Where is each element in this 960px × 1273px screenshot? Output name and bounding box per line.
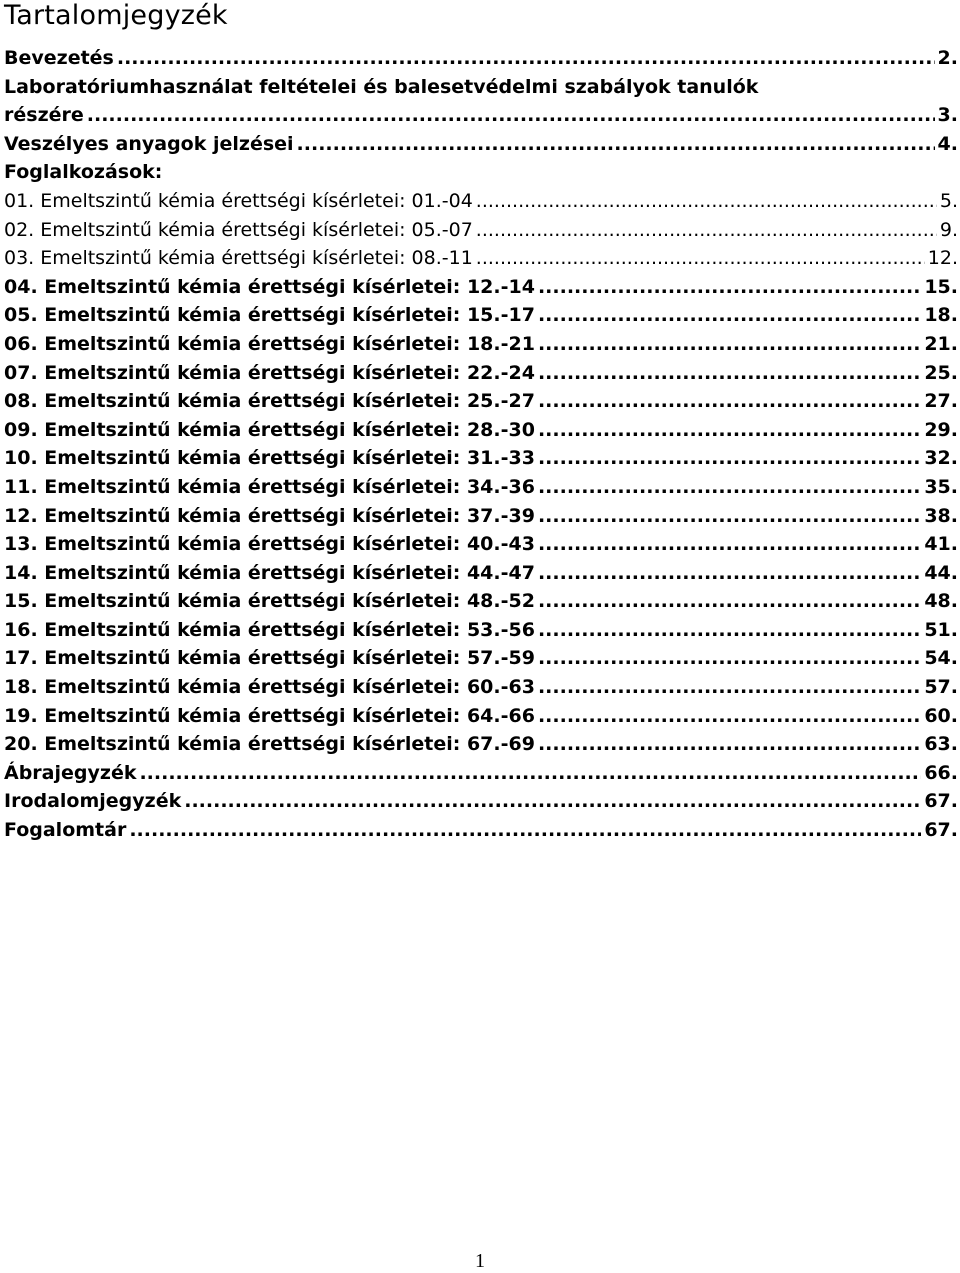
toc-entry-laboratorium-line1[interactable]: [4, 73, 958, 102]
toc-entry-foglalkozas-02[interactable]: [4, 216, 958, 245]
toc-leader-dots: [538, 530, 921, 559]
toc-entry-page: 67.: [924, 790, 958, 813]
toc-entry-page: 32.: [924, 447, 958, 470]
toc-entry-label: Fogalomtár: [4, 819, 127, 842]
toc-entry-foglalkozas-14[interactable]: [4, 559, 958, 588]
toc-entry-foglalkozas-16[interactable]: [4, 616, 958, 645]
toc-entry-label: 01. Emeltszintű kémia érettségi kísérletei: 01.-04: [4, 189, 473, 212]
toc-entry-label: 03. Emeltszintű kémia érettségi kísérletei: 08.-11: [4, 247, 473, 270]
toc-leader-dots: [184, 787, 921, 816]
toc-entry-label: 13. Emeltszintű kémia érettségi kísérletei: 40.-43: [4, 533, 535, 556]
toc-entry-label: 16. Emeltszintű kémia érettségi kísérletei: 53.-56: [4, 618, 535, 641]
toc-leader-dots: [538, 502, 921, 531]
toc-entry-label: Ábrajegyzék: [4, 761, 137, 784]
toc-leader-dots: [538, 644, 921, 673]
toc-entry-label: Irodalomjegyzék: [4, 790, 182, 813]
toc-entry-label: Veszélyes anyagok jelzései: [4, 132, 294, 155]
toc-entry-foglalkozasok: [4, 158, 958, 187]
toc-leader-dots: [476, 216, 937, 245]
toc-entry-label: 04. Emeltszintű kémia érettségi kísérletei: 12.-14: [4, 275, 535, 298]
toc-entry-label: 14. Emeltszintű kémia érettségi kísérletei: 44.-47: [4, 561, 535, 584]
toc-leader-dots: [538, 673, 921, 702]
toc-entry-foglalkozas-17[interactable]: [4, 644, 958, 673]
toc-entry-label: 19. Emeltszintű kémia érettségi kísérletei: 64.-66: [4, 704, 535, 727]
toc-entry-laboratorium[interactable]: [4, 101, 958, 130]
toc-entry-page: 63.: [924, 733, 958, 756]
toc-leader-dots: [538, 330, 921, 359]
toc-entry-page: 5.: [939, 189, 958, 212]
toc-leader-dots: [538, 559, 921, 588]
toc-entry-page: 15.: [924, 275, 958, 298]
toc-entry-foglalkozas-10[interactable]: [4, 444, 958, 473]
toc-entry-page: 3.: [937, 104, 958, 127]
toc-entry-foglalkozas-09[interactable]: [4, 416, 958, 445]
toc-entry-page: 48.: [924, 590, 958, 613]
toc-entry-page: 35.: [924, 475, 958, 498]
toc-entry-page: 66.: [924, 761, 958, 784]
toc-entry-label: 07. Emeltszintű kémia érettségi kísérletei: 22.-24: [4, 361, 535, 384]
toc-leader-dots: [538, 587, 921, 616]
toc-entry-label: 20. Emeltszintű kémia érettségi kísérletei: 67.-69: [4, 733, 535, 756]
toc-entry-label: 15. Emeltszintű kémia érettségi kísérletei: 48.-52: [4, 590, 535, 613]
toc-section-heading: Foglalkozások:: [4, 161, 163, 184]
toc-entry-abrajegyzek[interactable]: [4, 759, 958, 788]
toc-entry-label: 18. Emeltszintű kémia érettségi kísérletei: 60.-63: [4, 676, 535, 699]
toc-leader-dots: [139, 759, 921, 788]
page-number: 1: [475, 1250, 485, 1272]
toc-entry-foglalkozas-05[interactable]: [4, 301, 958, 330]
toc-entry-page: 44.: [924, 561, 958, 584]
toc-leader-dots: [538, 416, 921, 445]
toc-entry-label: 08. Emeltszintű kémia érettségi kísérletei: 25.-27: [4, 390, 535, 413]
toc-entry-label: 12. Emeltszintű kémia érettségi kísérletei: 37.-39: [4, 504, 535, 527]
toc-entry-foglalkozas-18[interactable]: [4, 673, 958, 702]
toc-entry-label: 10. Emeltszintű kémia érettségi kísérletei: 31.-33: [4, 447, 535, 470]
toc-leader-dots: [117, 44, 935, 73]
table-of-contents: [4, 44, 958, 845]
toc-leader-dots: [297, 130, 935, 159]
toc-entry-irodalomjegyzek[interactable]: [4, 787, 958, 816]
toc-entry-page: 9.: [939, 218, 958, 241]
toc-entry-page: 57.: [924, 676, 958, 699]
toc-leader-dots: [538, 444, 921, 473]
toc-entry-label: 05. Emeltszintű kémia érettségi kísérletei: 15.-17: [4, 304, 535, 327]
toc-entry-page: 18.: [924, 304, 958, 327]
toc-entry-page: 41.: [924, 533, 958, 556]
toc-entry-label: részére: [4, 104, 84, 127]
toc-entry-foglalkozas-01[interactable]: [4, 187, 958, 216]
toc-entry-page: 54.: [924, 647, 958, 670]
toc-leader-dots: [538, 301, 921, 330]
toc-leader-dots: [538, 387, 921, 416]
toc-entry-foglalkozas-06[interactable]: [4, 330, 958, 359]
toc-entry-foglalkozas-11[interactable]: [4, 473, 958, 502]
toc-entry-page: 67.: [924, 819, 958, 842]
toc-entry-page: 4.: [937, 132, 958, 155]
toc-entry-foglalkozas-13[interactable]: [4, 530, 958, 559]
toc-entry-foglalkozas-19[interactable]: [4, 702, 958, 731]
page-title: Tartalomjegyzék: [4, 0, 228, 31]
toc-entry-page: 2.: [937, 47, 958, 69]
toc-leader-dots: [87, 101, 935, 130]
toc-leader-dots: [538, 616, 921, 645]
toc-leader-dots: [538, 473, 921, 502]
toc-entry-veszelyes-anyagok[interactable]: [4, 130, 958, 159]
toc-entry-page: 21.: [924, 332, 958, 355]
toc-entry-label: Laboratóriumhasználat feltételei és balesetvédelmi szabályok tanulók: [4, 75, 759, 98]
toc-entry-foglalkozas-12[interactable]: [4, 502, 958, 531]
toc-entry-page: 38.: [924, 504, 958, 527]
toc-entry-foglalkozas-08[interactable]: [4, 387, 958, 416]
toc-entry-bevezetes[interactable]: [4, 44, 958, 73]
toc-entry-foglalkozas-04[interactable]: [4, 273, 958, 302]
toc-entry-foglalkozas-07[interactable]: [4, 359, 958, 388]
toc-leader-dots: [476, 187, 937, 216]
toc-entry-label: 06. Emeltszintű kémia érettségi kísérletei: 18.-21: [4, 332, 535, 355]
toc-entry-foglalkozas-20[interactable]: [4, 730, 958, 759]
toc-entry-label: 17. Emeltszintű kémia érettségi kísérletei: 57.-59: [4, 647, 535, 670]
toc-entry-page: 29.: [924, 418, 958, 441]
toc-leader-dots: [476, 244, 925, 273]
toc-entry-page: 51.: [924, 618, 958, 641]
toc-leader-dots: [538, 273, 921, 302]
toc-entry-label: 02. Emeltszintű kémia érettségi kísérletei: 05.-07: [4, 218, 473, 241]
toc-entry-fogalomtar[interactable]: [4, 816, 958, 845]
toc-leader-dots: [538, 730, 921, 759]
toc-entry-label: 11. Emeltszintű kémia érettségi kísérletei: 34.-36: [4, 475, 535, 498]
toc-entry-label: 09. Emeltszintű kémia érettségi kísérletei: 28.-30: [4, 418, 535, 441]
toc-entry-label: Bevezetés: [4, 47, 114, 69]
toc-entry-page: 27.: [924, 390, 958, 413]
toc-leader-dots: [129, 816, 921, 845]
toc-leader-dots: [538, 359, 921, 388]
toc-entry-page: 12.: [927, 247, 958, 270]
toc-entry-page: 25.: [924, 361, 958, 384]
toc-entry-foglalkozas-15[interactable]: [4, 587, 958, 616]
toc-leader-dots: [538, 702, 921, 731]
toc-entry-page: 60.: [924, 704, 958, 727]
toc-entry-foglalkozas-03[interactable]: [4, 244, 958, 273]
